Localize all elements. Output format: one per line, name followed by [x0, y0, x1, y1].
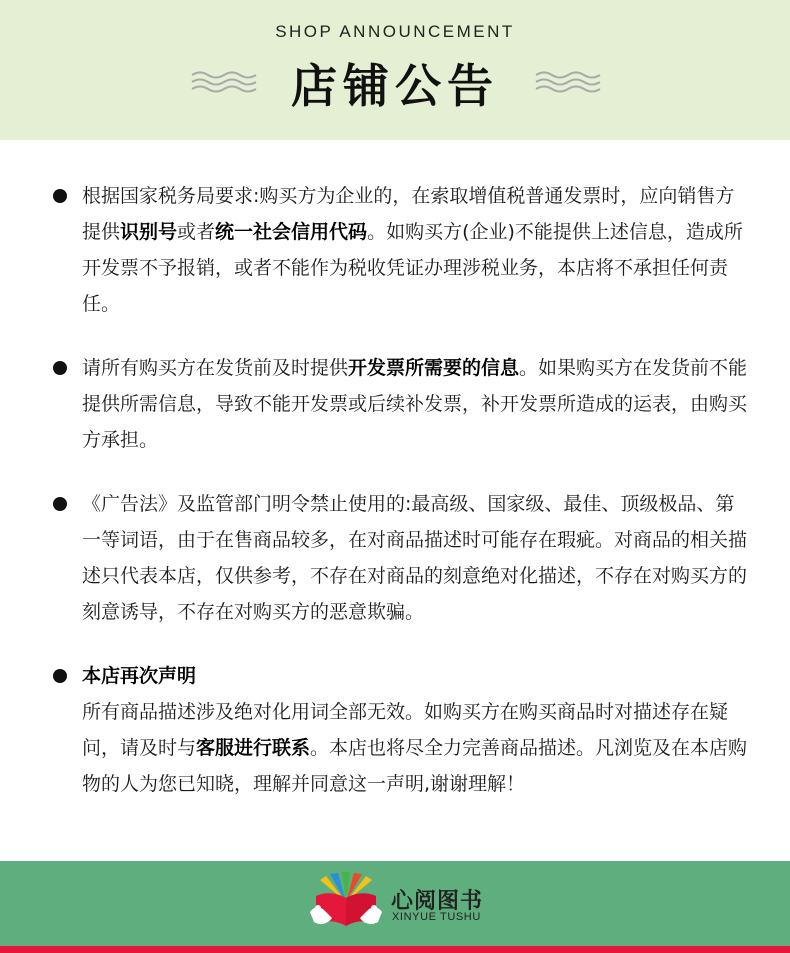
item-heading: 本店再次声明 — [82, 665, 197, 687]
bullet-icon — [53, 669, 67, 683]
item-text: 或者 — [177, 221, 216, 243]
brand-name-en: XINYUE TUSHU — [392, 911, 481, 923]
announcement-item — [0, 658, 790, 802]
wave-decoration-icon — [534, 70, 602, 94]
announcement-item — [0, 486, 790, 630]
bullet-icon — [53, 361, 67, 375]
item-text: 。如购买方(企业)不能提供上述信息，造成所开发票不予报销，或者不能作为税收凭证办理涉税业务，本店将不承担任何责任。 — [82, 221, 743, 315]
item-text-bold: 客服进行联系 — [196, 737, 311, 759]
item-text: 《广告法》及监管部门明令禁止使用的:最高级、国家级、最佳、顶级极品、第一等词语，由于在售商品较多，在对商品描述时可能存在瑕疵。对商品的相关描述只代表本店，仅供参考，不存在对商品的刻意绝对化描述，不存在对购买方的刻意诱导，不存在对购买方的恶意欺骗。 — [82, 493, 748, 623]
book-logo-icon — [306, 872, 386, 936]
page-title: 店铺公告 — [291, 59, 499, 113]
header-subtitle: SHOP ANNOUNCEMENT — [275, 22, 515, 41]
item-text-bold: 开发票所需要的信息 — [348, 357, 520, 379]
item-text-bold: 统一社会信用代码 — [215, 221, 368, 243]
item-text: 所有商品描述涉及绝对化用词全部无效。如购买方在购买商品时对描述存在疑问，请及时与 — [82, 701, 729, 759]
item-text: 。本店也将尽全力完善商品描述。凡浏览及在本店购物的人为您已知晓，理解并同意这一声明,谢谢理解！ — [82, 737, 748, 795]
item-text: 请所有购买方在发货前及时提供 — [82, 357, 349, 379]
footer-stripe — [0, 946, 790, 953]
announcement-list — [0, 178, 790, 830]
bullet-icon — [53, 497, 67, 511]
brand-name: 心阅图书 — [391, 889, 484, 914]
announcement-item — [0, 350, 790, 458]
item-text: 根据国家税务局要求:购买方为企业的，在索取增值税普通发票时，应向销售方提供 — [82, 185, 735, 243]
item-text: 。如果购买方在发货前不能提供所需信息，导致不能开发票或后续补发票，补开发票所造成的运表，由购买方承担。 — [82, 357, 748, 451]
announcement-item — [0, 178, 790, 322]
announcement-header — [0, 0, 790, 140]
item-text-bold: 识别号 — [120, 221, 178, 243]
bullet-icon — [53, 189, 67, 203]
